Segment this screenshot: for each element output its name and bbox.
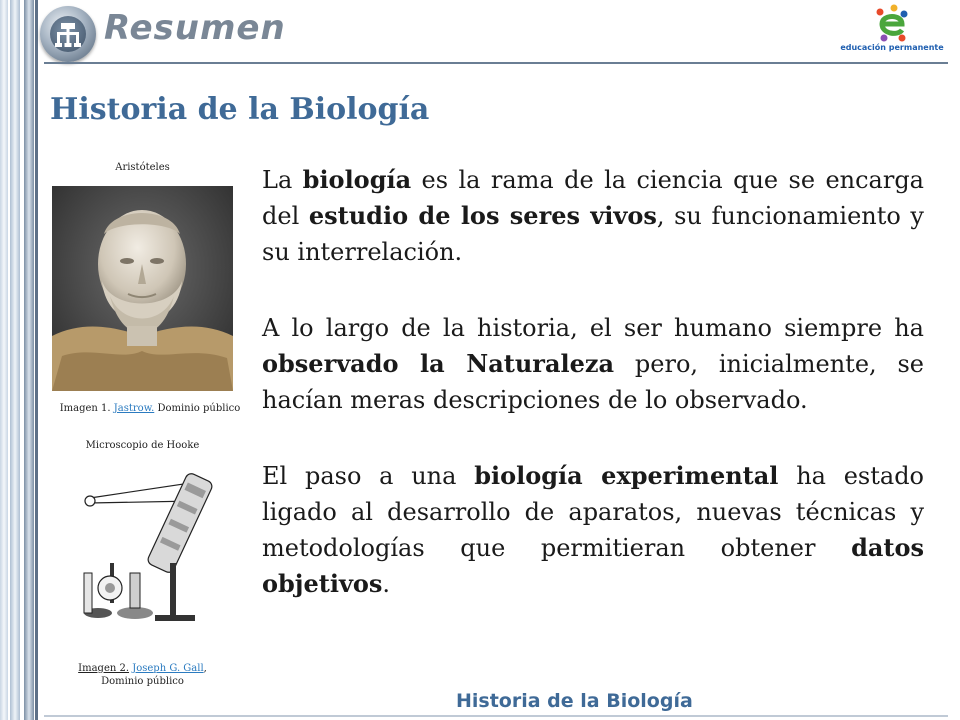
bold-term: datos objetivos xyxy=(262,533,924,598)
image-credit xyxy=(52,403,248,414)
summary-logo-icon xyxy=(40,6,96,62)
image-credit-prefix: Imagen 2. xyxy=(78,663,130,674)
text-span: . xyxy=(382,570,391,598)
page-title: Historia de la Biología xyxy=(50,92,430,127)
image-caption-top: Microscopio de Hooke xyxy=(85,440,200,451)
image-credit: Imagen 2. Joseph G. Gall, Dominio público xyxy=(78,663,207,687)
header-title: Resumen xyxy=(104,8,286,48)
image-credit-suffix: Dominio público xyxy=(101,676,184,687)
bold-term: biología experimental xyxy=(474,461,779,490)
decor-bar xyxy=(10,0,20,720)
footer-divider xyxy=(44,715,948,717)
image-credit-link[interactable]: Jastrow. xyxy=(113,403,155,414)
image-caption-top: Aristóteles xyxy=(115,162,170,173)
educacion-permanente-logo-icon xyxy=(836,4,948,62)
hooke-microscope-image xyxy=(70,463,216,638)
header-divider xyxy=(44,62,948,64)
bold-term: estudio de los seres vivos xyxy=(308,201,657,230)
paragraph xyxy=(262,162,924,270)
text-span: ha estado ligado al desarrollo de aparatos, nuevas técnicas y metodologías que permitieran obtener xyxy=(262,462,925,562)
aristotle-bust-image xyxy=(52,186,233,391)
decor-bar xyxy=(35,0,38,720)
left-decorative-bars xyxy=(0,0,40,720)
text-span: A lo largo de la historia, el ser humano siempre ha xyxy=(262,314,924,342)
main-content xyxy=(262,162,924,602)
footer-title: Historia de la Biología xyxy=(456,690,693,712)
text-span: El paso a una xyxy=(262,462,475,490)
text-span: es la rama de la ciencia que se encarga del xyxy=(262,166,924,230)
decor-bar xyxy=(0,0,8,720)
paragraph xyxy=(262,310,924,418)
paragraph xyxy=(262,458,924,602)
text-span: La xyxy=(262,166,303,194)
image-credit-prefix: Imagen 1. xyxy=(59,403,111,414)
bold-term: biología xyxy=(302,165,412,194)
image-credit-suffix: Dominio público xyxy=(157,403,241,414)
image-credit-link[interactable]: Joseph G. Gall xyxy=(132,663,204,674)
text-span: pero, inicialmente, se hacían meras descripciones de lo observado. xyxy=(262,350,925,414)
text-span: , su funcionamiento y su interrelación. xyxy=(262,202,924,266)
educacion-permanente-logo-text: educación permanente xyxy=(840,43,944,52)
bold-term: observado la Naturaleza xyxy=(262,349,615,378)
decor-bar xyxy=(24,0,34,720)
